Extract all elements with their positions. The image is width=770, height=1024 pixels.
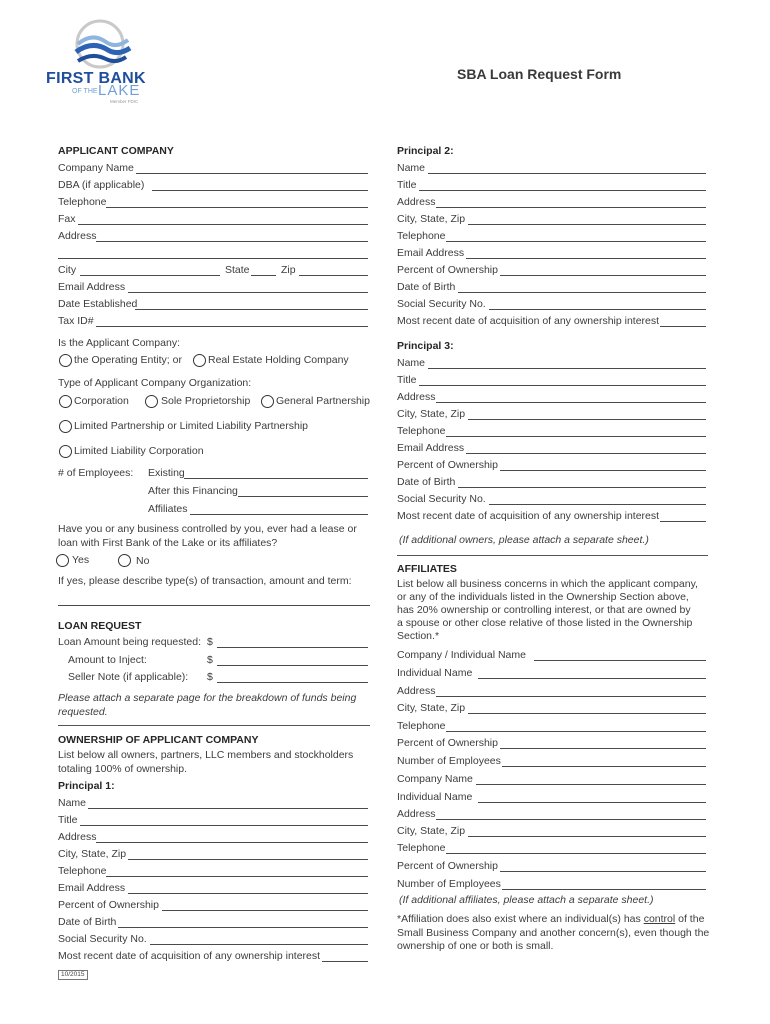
brand-first-bank: FIRST BANK: [46, 70, 146, 87]
brand-of-the: OF THE: [72, 88, 98, 95]
lease-question-line1: Have you or any business controlled by you, ever had a lease or: [58, 523, 357, 535]
aff2-individual-field[interactable]: [478, 802, 706, 803]
loan-amount-label: Loan Amount being requested:: [58, 636, 202, 648]
after-financing-label: After this Financing: [148, 485, 238, 497]
p3-recent-field[interactable]: [660, 521, 706, 522]
operating-entity-label: the Operating Entity; or: [74, 354, 182, 366]
employees-label: # of Employees:: [58, 467, 134, 479]
loan-note-line2: requested.: [58, 706, 108, 718]
lake-wave-icon: [44, 18, 164, 76]
p1-dob-label: Date of Birth: [58, 916, 117, 928]
p1-email-field[interactable]: [128, 893, 368, 894]
p1-recent-label: Most recent date of acquisition of any ownership interest: [58, 950, 321, 962]
llc-radio[interactable]: [59, 445, 72, 458]
applicant-heading: APPLICANT COMPANY: [58, 145, 174, 157]
aff1-city-label: City, State, Zip: [397, 702, 466, 714]
aff1-employees-label: Number of Employees: [397, 755, 501, 767]
p1-email-label: Email Address: [58, 882, 126, 894]
p3-address-field[interactable]: [436, 402, 706, 403]
sole-proprietorship-label: Sole Proprietorship: [161, 395, 251, 407]
p2-email-field[interactable]: [466, 258, 706, 259]
p1-city-field[interactable]: [128, 859, 368, 860]
p3-telephone-label: Telephone: [397, 425, 446, 437]
existing-label: Existing: [148, 467, 185, 479]
yes-radio[interactable]: [56, 554, 69, 567]
p2-percent-label: Percent of Ownership: [397, 264, 498, 276]
loan-note-line1: Please attach a separate page for the breakdown of funds being: [58, 692, 357, 704]
general-partnership-label: General Partnership: [276, 395, 370, 407]
real-estate-label: Real Estate Holding Company: [208, 354, 349, 366]
loan-amount-field[interactable]: [217, 647, 368, 648]
tax-id-label: Tax ID#: [58, 315, 94, 327]
p2-dob-field[interactable]: [458, 292, 706, 293]
principal1-heading: Principal 1:: [58, 780, 115, 792]
p3-ssn-field[interactable]: [489, 504, 706, 505]
loan-heading: LOAN REQUEST: [58, 620, 142, 632]
amount-inject-field[interactable]: [217, 665, 368, 666]
p3-email-label: Email Address: [397, 442, 465, 454]
principals-divider: [397, 555, 708, 556]
footnote-line1: [397, 913, 713, 927]
ownership-desc2: totaling 100% of ownership.: [58, 763, 187, 775]
telephone-field[interactable]: [106, 207, 368, 208]
p1-ssn-label: Social Security No.: [58, 933, 147, 945]
corporation-radio[interactable]: [59, 395, 72, 408]
aff2-employees-label: Number of Employees: [397, 878, 501, 890]
p3-title-field[interactable]: [419, 385, 706, 386]
p1-percent-label: Percent of Ownership: [58, 899, 159, 911]
corporation-label: Corporation: [74, 395, 129, 407]
brand-member: Member FDIC: [110, 99, 139, 104]
aff2-address-label: Address: [397, 808, 436, 820]
p3-title-label: Title: [397, 374, 417, 386]
p2-title-field[interactable]: [419, 190, 706, 191]
ownership-desc1: List below all owners, partners, LLC members and stockholders: [58, 749, 354, 761]
tax-id-field[interactable]: [96, 326, 368, 327]
address-label: Address: [58, 230, 97, 242]
lease-question-line2: loan with First Bank of the Lake or its affiliates?: [58, 537, 278, 549]
aff1-telephone-field[interactable]: [446, 731, 706, 732]
p3-recent-label: Most recent date of acquisition of any ownership interest: [397, 510, 660, 522]
p1-telephone-label: Telephone: [58, 865, 107, 877]
aff2-company-label: Company Name: [397, 773, 473, 785]
email-field[interactable]: [128, 292, 368, 293]
additional-owners-note: (If additional owners, please attach a separate sheet.): [399, 534, 649, 546]
amount-inject-dollar: $: [207, 654, 213, 666]
affiliates-heading: AFFILIATES: [397, 563, 457, 575]
additional-affiliates-note: (If additional affiliates, please attach a separate sheet.): [399, 894, 654, 906]
p3-name-label: Name: [397, 357, 426, 369]
p1-recent-field[interactable]: [322, 961, 368, 962]
p3-ssn-label: Social Security No.: [397, 493, 486, 505]
p3-address-label: Address: [397, 391, 436, 403]
aff1-address-field[interactable]: [436, 696, 706, 697]
footnote-line1a: *Affiliation does also exist where an individual(s) has: [397, 913, 644, 925]
dba-label: DBA (if applicable): [58, 179, 145, 191]
p2-city-label: City, State, Zip: [397, 213, 466, 225]
p2-address-field[interactable]: [436, 207, 706, 208]
aff2-percent-field[interactable]: [500, 871, 706, 872]
bank-logo: [44, 18, 164, 108]
footnote-line2: Small Business Company and another concern(s), even though the: [397, 926, 710, 939]
llc-label: Limited Liability Corporation: [74, 445, 204, 457]
p2-email-label: Email Address: [397, 247, 465, 259]
p2-telephone-field[interactable]: [446, 241, 706, 242]
aff2-telephone-label: Telephone: [397, 842, 446, 854]
footnote-control: control: [643, 913, 676, 925]
loan-divider: [58, 725, 370, 726]
principal2-heading: Principal 2:: [397, 145, 454, 157]
p3-percent-field[interactable]: [500, 470, 706, 471]
p2-telephone-label: Telephone: [397, 230, 446, 242]
limited-partnership-label: Limited Partnership or Limited Liability Partnership: [74, 420, 309, 432]
p2-name-label: Name: [397, 162, 426, 174]
p2-name-field[interactable]: [428, 173, 706, 174]
aff2-city-label: City, State, Zip: [397, 825, 466, 837]
general-partnership-radio[interactable]: [261, 395, 274, 408]
aff1-individual-field[interactable]: [478, 678, 706, 679]
p3-percent-label: Percent of Ownership: [397, 459, 498, 471]
state-field[interactable]: [251, 275, 276, 276]
no-radio[interactable]: [118, 554, 131, 567]
footnote-line3: ownership of one or both is small.: [397, 940, 554, 952]
ownership-heading: OWNERSHIP OF APPLICANT COMPANY: [58, 734, 259, 746]
aff1-city-field[interactable]: [468, 713, 706, 714]
p1-title-field[interactable]: [80, 825, 368, 826]
seller-note-field[interactable]: [217, 682, 368, 683]
amount-inject-label: Amount to Inject:: [68, 654, 147, 666]
aff1-address-label: Address: [397, 685, 436, 697]
company-name-field[interactable]: [136, 173, 368, 174]
principal3-heading: Principal 3:: [397, 340, 454, 352]
p1-title-label: Title: [58, 814, 78, 826]
zip-label: Zip: [281, 264, 296, 276]
address-field[interactable]: [96, 241, 368, 242]
aff1-company-field[interactable]: [534, 660, 706, 661]
company-name-label: Company Name: [58, 162, 134, 174]
type-org-label: Type of Applicant Company Organization:: [58, 377, 252, 389]
aff1-percent-field[interactable]: [500, 748, 706, 749]
p2-ssn-label: Social Security No.: [397, 298, 486, 310]
seller-note-dollar: $: [207, 671, 213, 683]
p3-city-label: City, State, Zip: [397, 408, 466, 420]
sole-proprietorship-radio[interactable]: [145, 395, 158, 408]
p3-dob-label: Date of Birth: [397, 476, 456, 488]
affiliates-count-label: Affiliates: [148, 503, 188, 515]
loan-amount-dollar: $: [207, 636, 213, 648]
p2-address-label: Address: [397, 196, 436, 208]
city-label: City: [58, 264, 77, 276]
p2-ssn-field[interactable]: [489, 309, 706, 310]
p2-percent-field[interactable]: [500, 275, 706, 276]
aff1-percent-label: Percent of Ownership: [397, 737, 498, 749]
if-yes-label: If yes, please describe type(s) of transaction, amount and term:: [58, 575, 352, 587]
state-label: State: [225, 264, 250, 276]
aff2-address-field[interactable]: [436, 819, 706, 820]
address-field-2[interactable]: [58, 258, 368, 259]
p3-dob-field[interactable]: [458, 487, 706, 488]
aff2-company-field[interactable]: [476, 784, 706, 785]
affiliates-desc1: List below all business concerns in which the applicant company,: [397, 578, 698, 590]
p2-recent-field[interactable]: [660, 326, 706, 327]
date-established-field[interactable]: [135, 309, 368, 310]
dba-field[interactable]: [152, 190, 368, 191]
real-estate-radio[interactable]: [193, 354, 206, 367]
form-code: 10/2015: [58, 970, 88, 980]
p2-title-label: Title: [397, 179, 417, 191]
p1-telephone-field[interactable]: [106, 876, 368, 877]
aff2-percent-label: Percent of Ownership: [397, 860, 498, 872]
zip-field[interactable]: [299, 275, 368, 276]
telephone-label: Telephone: [58, 196, 107, 208]
aff2-individual-label: Individual Name: [397, 791, 473, 803]
p2-dob-label: Date of Birth: [397, 281, 456, 293]
p1-percent-field[interactable]: [162, 910, 368, 911]
is-applicant-label: Is the Applicant Company:: [58, 337, 180, 349]
p3-email-field[interactable]: [466, 453, 706, 454]
aff1-employees-field[interactable]: [502, 766, 706, 767]
if-yes-field[interactable]: [58, 605, 370, 606]
p1-address-label: Address: [58, 831, 97, 843]
affiliates-desc4: a spouse or other close relative of those listed in the Ownership: [397, 617, 693, 629]
p3-telephone-field[interactable]: [446, 436, 706, 437]
p2-recent-label: Most recent date of acquisition of any ownership interest: [397, 315, 660, 327]
p1-name-field[interactable]: [88, 808, 368, 809]
affiliation-footnote: [397, 913, 713, 954]
aff2-employees-field[interactable]: [502, 889, 706, 890]
city-field[interactable]: [80, 275, 220, 276]
fax-label: Fax: [58, 213, 76, 225]
p2-city-field[interactable]: [468, 224, 706, 225]
p1-dob-field[interactable]: [118, 927, 368, 928]
email-label: Email Address: [58, 281, 126, 293]
p1-city-label: City, State, Zip: [58, 848, 127, 860]
fax-field[interactable]: [78, 224, 368, 225]
affiliates-desc2: or any of the individuals listed in the Ownership Section above,: [397, 591, 689, 603]
aff1-company-label: Company / Individual Name: [397, 649, 526, 661]
yes-label: Yes: [72, 554, 90, 566]
after-financing-field[interactable]: [238, 496, 368, 497]
limited-partnership-radio[interactable]: [59, 420, 72, 433]
seller-note-label: Seller Note (if applicable):: [68, 671, 189, 683]
aff2-telephone-field[interactable]: [446, 853, 706, 854]
affiliates-desc3: has 20% ownership or controlling interest, or that are owned by: [397, 604, 691, 616]
aff1-individual-label: Individual Name: [397, 667, 473, 679]
footnote-line1c: of the: [675, 913, 705, 925]
p1-ssn-field[interactable]: [150, 944, 368, 945]
p3-city-field[interactable]: [468, 419, 706, 420]
no-label: No: [136, 555, 150, 567]
operating-entity-radio[interactable]: [59, 354, 72, 367]
p1-address-field[interactable]: [96, 842, 368, 843]
brand-lake: LAKE: [98, 82, 141, 99]
aff2-city-field[interactable]: [468, 836, 706, 837]
p3-name-field[interactable]: [428, 368, 706, 369]
existing-field[interactable]: [184, 478, 368, 479]
aff1-telephone-label: Telephone: [397, 720, 446, 732]
affiliates-desc5: Section.*: [397, 630, 440, 642]
p1-name-label: Name: [58, 797, 87, 809]
date-established-label: Date Established: [58, 298, 138, 310]
form-title: SBA Loan Request Form: [457, 66, 622, 82]
affiliates-count-field[interactable]: [190, 514, 368, 515]
